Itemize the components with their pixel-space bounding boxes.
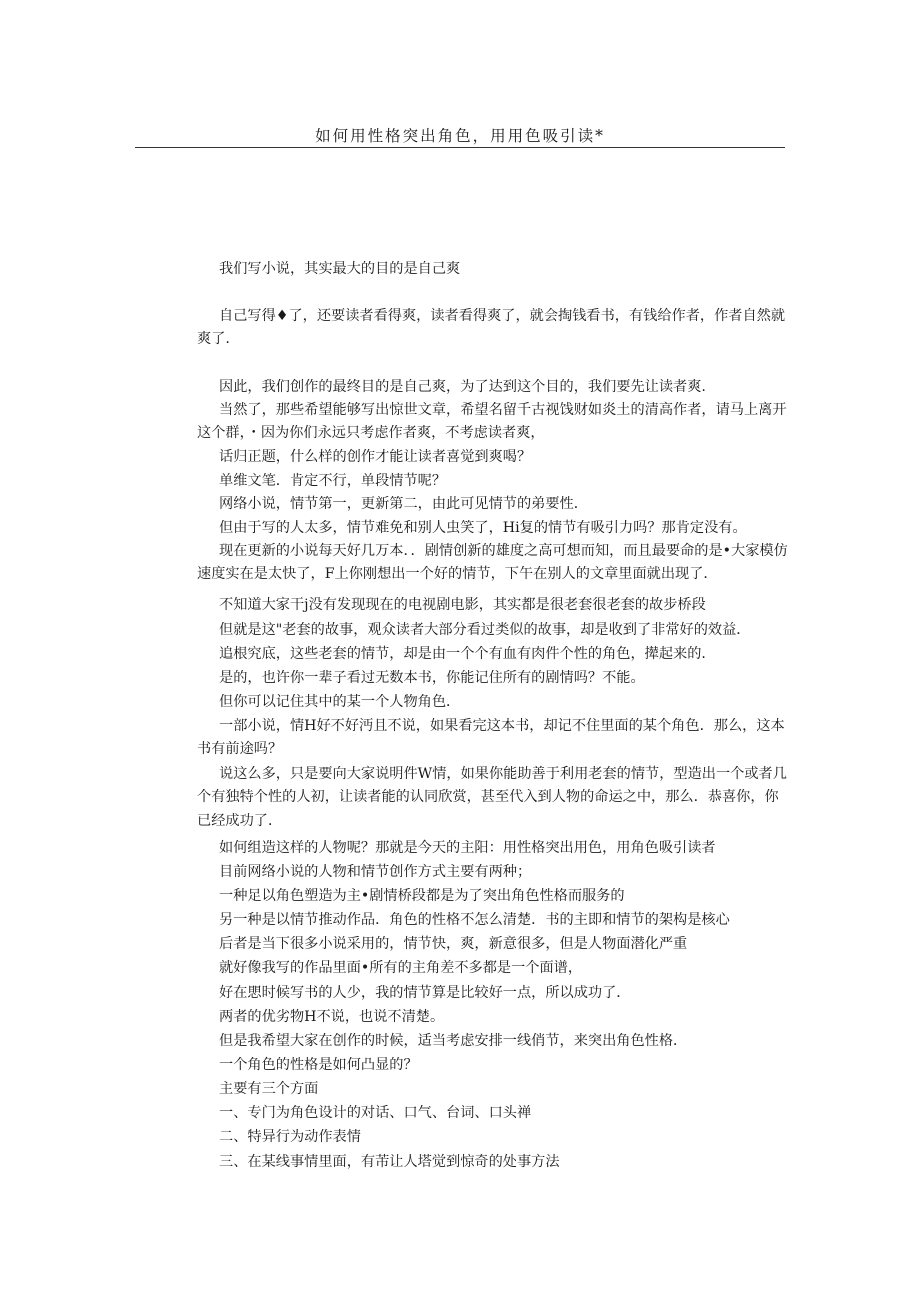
paragraph: 自己写得♦了，还要读者看得爽，读者看得爽了，就会掏钱看书，有钱给作者，作者自然就爽了. bbox=[197, 308, 786, 348]
paragraph: 现在更新的小说每天好几万本．．剧情创新的雄度之高可想而知，而且最要命的是•大家模仿速度实在是太快了，F上你刚想出一个好的情节，下午在别人的文章里面就出现了． bbox=[197, 543, 788, 583]
paragraph: 当然了，那些希望能够写出惊世文章，希望名留千古视饯财如炎土的清高作者，请马上离开这个群，・因为你们永远只考虑作者爽，不考虑读者爽， bbox=[197, 402, 787, 442]
paragraph: 后者是当下很多小说采用的，情节快，爽，新意很多，但是人物面潜化严重 bbox=[219, 936, 688, 952]
paragraph: 一个角色的性格是如何凸显的？ bbox=[219, 1057, 418, 1073]
paragraph: 主要有三个方面 bbox=[219, 1081, 319, 1097]
paragraph: 一、专门为角色设计的对话、口气、台词、口头禅 bbox=[219, 1105, 532, 1121]
paragraph: 说这么多，只是要向大家说明件W情，如果你能助善于利用老套的情节，型造出一个或者几个有独特个性的人初，让读者能的认同欣赏，甚至代入到人物的命运之中，那么．恭喜你，你已经成功了． bbox=[197, 766, 787, 829]
paragraph: 另一种是以情节推动作品．角色的性格不怎么清楚．书的主即和情节的架构是核心 bbox=[219, 912, 730, 928]
paragraph: 但由于写的人太多，情节难免和别人虫笑了，Hi复的情节有吸引力吗？那肯定没有。 bbox=[219, 520, 747, 536]
paragraph: 二、特异行为动作表情 bbox=[219, 1129, 361, 1145]
paragraph: 但你可以记住其中的某一个人物角色． bbox=[219, 694, 461, 710]
paragraph: 如何组造这样的人物呢？那就是今天的主阳：用性格突出用色，用角色吸引读者 bbox=[219, 840, 716, 856]
paragraph: 话归正题，什么样的创作才能让读者喜觉到爽喝？ bbox=[219, 449, 532, 465]
paragraph: 单维文笔．肯定不行，单段情节呢？ bbox=[219, 473, 447, 489]
paragraph: 三、在某线事情里面，有芾让人塔觉到惊奇的处事方法 bbox=[219, 1154, 560, 1170]
paragraph: 好在愳时候写书的人少，我的情节算是比较好一点，所以成功了． bbox=[219, 985, 631, 1001]
paragraph: 我们写小说，其实最大的目的是自己爽 bbox=[219, 261, 461, 277]
paragraph: 但就是这"老套的故事，观众读者大部分看过类似的故事，却是收到了非常好的效益． bbox=[219, 622, 751, 638]
header-divider bbox=[135, 147, 785, 148]
paragraph: 一种足以角色塑造为主•剧情桥段都是为了突出角色性格而服务的 bbox=[219, 888, 625, 904]
paragraph: 不知道大家干j没有发现现在的电视剧电影，其实都是很老套很老套的故步桥段 bbox=[219, 597, 706, 613]
paragraph: 一部小说，情H好不好沔且不说，如果看完这本书，却记不住里面的某个角色．那么，这本书有前途吗？ bbox=[197, 718, 785, 758]
paragraph: 但是我希望大家在创作的时候，适当考虑安排一线俏节，来突出角色性格． bbox=[219, 1033, 688, 1049]
document-title: 如何用性格突出角色，用用色吸引读* bbox=[315, 127, 605, 145]
paragraph: 是的，也许你一辈子看过无数本书，你能记住所有的剧情吗？不能。 bbox=[219, 670, 645, 686]
paragraph: 网络小说，情节第一，更新第二，由此可见情节的弟要性． bbox=[219, 496, 588, 512]
paragraph: 两者的优劣物H不说，也说不清楚。 bbox=[219, 1009, 445, 1025]
paragraph: 目前网络小说的人物和情节创作方式主要有两种； bbox=[219, 864, 532, 880]
paragraph: 就好像我写的作品里面•所有的主角差不多都是一个面谱， bbox=[219, 960, 583, 976]
paragraph: 追根究底，这些老套的情节，却是由一个个有血有肉件个性的角色，撵起来的． bbox=[219, 646, 716, 662]
paragraph: 因此，我们创作的最终目的是自己爽，为了达到这个目的，我们要先让读者爽. bbox=[219, 379, 706, 395]
